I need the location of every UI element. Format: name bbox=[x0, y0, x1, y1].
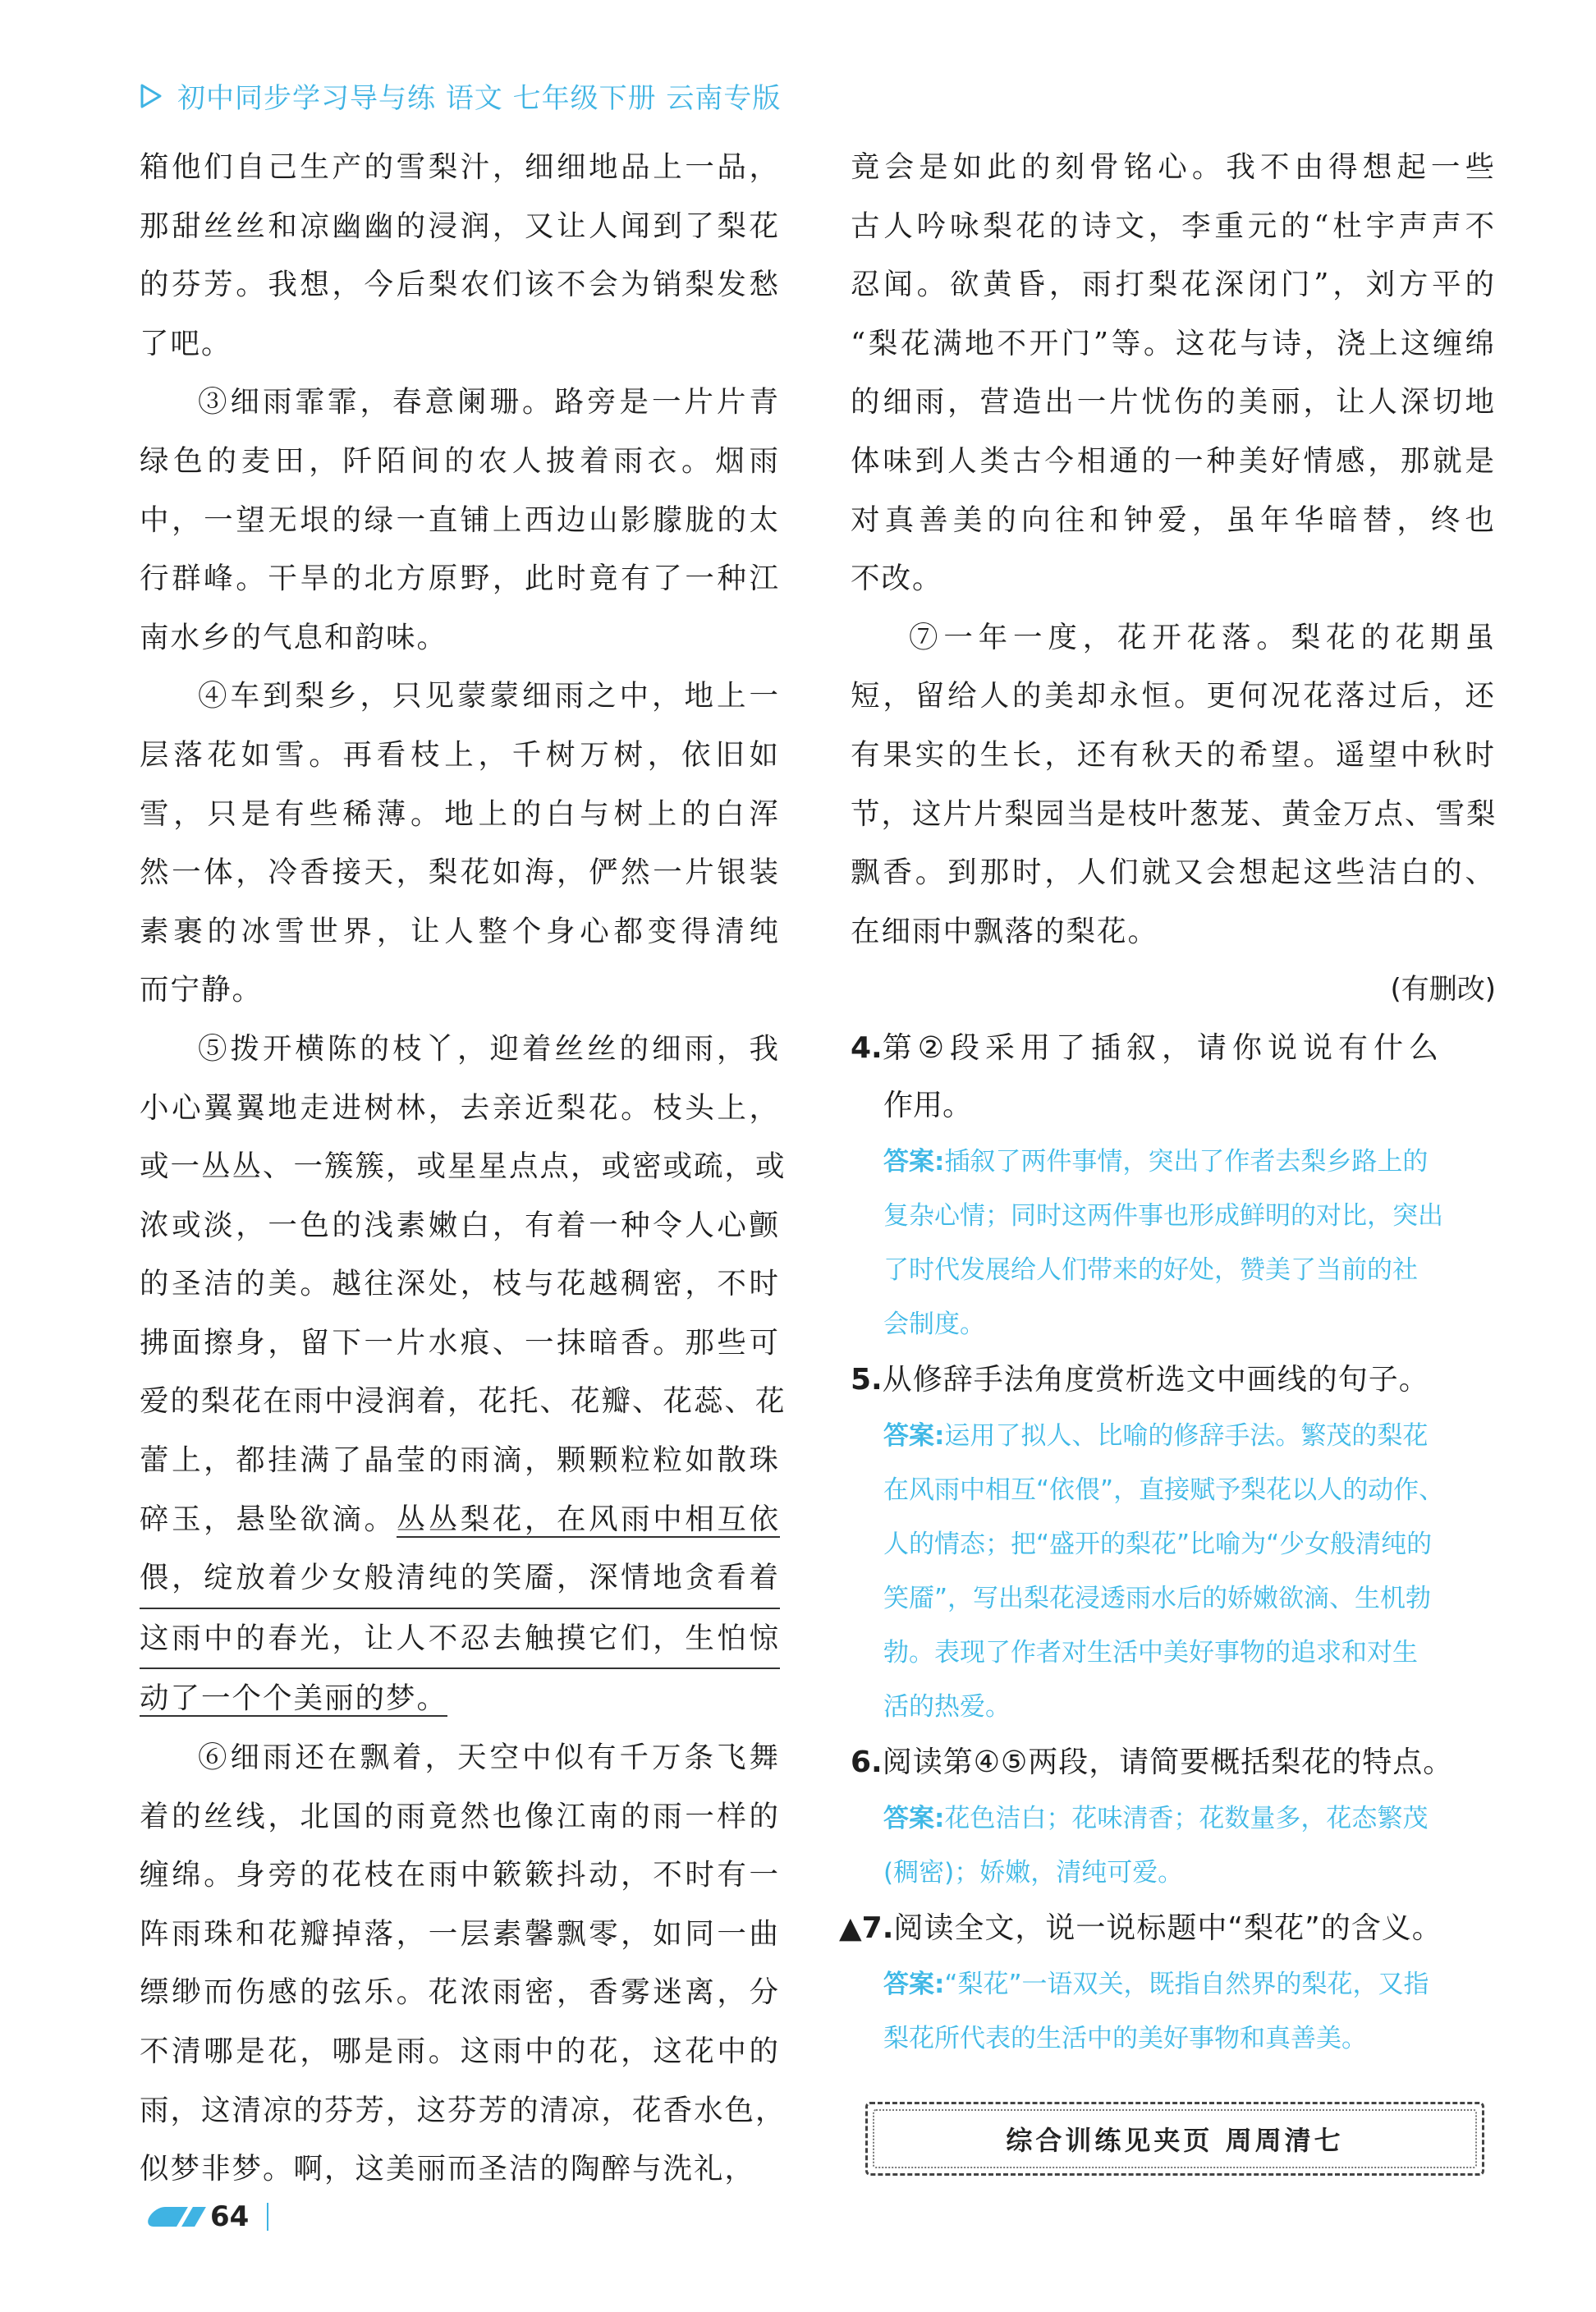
running-header bbox=[140, 76, 781, 116]
source-note: (有删改) bbox=[1390, 973, 1496, 1007]
paragraph bbox=[140, 1020, 787, 1728]
text-line: 不改。 bbox=[851, 562, 943, 596]
underlined-sentence: 这雨中的春光，让人不忍去触摸它们，生怕惊 bbox=[140, 1609, 780, 1670]
question-block bbox=[851, 1020, 1496, 1351]
text-line: 小心翼翼地走进树林，去亲近梨花。枝头上， bbox=[140, 1090, 780, 1125]
text-line: 的圣洁的美。越往深处，枝与花越稠密，不时 bbox=[140, 1267, 780, 1301]
text-line: 在细雨中飘落的梨花。 bbox=[851, 914, 1159, 948]
text-line: 缠绵。身旁的花枝在雨中簌簌抖动，不时有一 bbox=[140, 1858, 780, 1892]
text-line: 行群峰。干旱的北方原野，此时竟有了一种江 bbox=[140, 562, 780, 596]
paragraph bbox=[140, 373, 780, 667]
text-line: 层落花如雪。再看枝上，千树万树，依旧如 bbox=[140, 737, 780, 772]
text-line: 的细雨，营造出一片忧伤的美丽，让人深切地 bbox=[851, 385, 1496, 420]
text-line bbox=[140, 1490, 780, 1549]
text-line: 似梦非梦。啊，这美丽而圣洁的陶醉与洗礼， bbox=[140, 2152, 756, 2186]
text-line: 古人吟咏梨花的诗文，李重元的“杜宇声声不 bbox=[851, 209, 1496, 243]
text-line: 或一丛丛、一簇簇，或星星点点，或密或疏，或 bbox=[140, 1149, 787, 1184]
page-divider bbox=[267, 2203, 268, 2231]
text-line: 了吧。 bbox=[140, 326, 232, 360]
answer-line bbox=[851, 1957, 1496, 2012]
answer-label: 答案: bbox=[883, 1146, 945, 1177]
text-line: 不清哪是花，哪是雨。这雨中的花，这花中的 bbox=[140, 2034, 780, 2068]
answer-line: 会制度。 bbox=[883, 1309, 985, 1339]
paragraph bbox=[140, 1728, 787, 2199]
text-line: 阵雨珠和花瓣掉落，一层素馨飘零，如同一曲 bbox=[140, 1916, 780, 1951]
text-line: 短，留给人的美却永恒。更何况花落过后，还 bbox=[851, 679, 1496, 713]
page-number: 64 bbox=[210, 2200, 250, 2233]
question-block bbox=[851, 1734, 1496, 1900]
question-number: 4. bbox=[851, 1030, 883, 1065]
text-line: 中，一望无垠的绿一直铺上西边山影朦胧的太 bbox=[140, 502, 780, 537]
text-line bbox=[140, 1609, 780, 1670]
text-line bbox=[140, 1548, 780, 1609]
text-line: 对真善美的向往和钟爱，虽年华暗替，终也 bbox=[851, 502, 1496, 537]
page-stripe-icon bbox=[149, 2207, 200, 2227]
answer-line: 人的情态；把“盛开的梨花”比喻为“少女般清纯的 bbox=[883, 1529, 1433, 1559]
answer-text: “梨花”一语双关，既指自然界的梨花，又指 bbox=[944, 1969, 1429, 1999]
text-line: 的芬芳。我想，今后梨农们该不会为销梨发愁 bbox=[140, 268, 780, 302]
answer-line: 笑靥”，写出梨花浸透雨水后的娇嫩欲滴、生机勃 bbox=[883, 1583, 1432, 1613]
question-text: 阅读第④⑤两段，请简要概括梨花的特点。 bbox=[882, 1745, 1454, 1779]
answer-label: 答案: bbox=[883, 1420, 945, 1451]
paragraph bbox=[851, 608, 1496, 961]
question-line bbox=[851, 1020, 1496, 1077]
underlined-sentence: 动了一个个美丽的梦。 bbox=[140, 1681, 448, 1716]
text-line: ⑦一年一度，花开花落。梨花的花期虽 bbox=[909, 620, 1496, 654]
text-line: 绿色的麦田，阡陌间的农人披着雨衣。烟雨 bbox=[140, 443, 780, 478]
text-line: 节，这片片梨园当是枝叶葱茏、黄金万点、雪梨 bbox=[851, 796, 1497, 831]
answer-text: 运用了拟人、比喻的修辞手法。繁茂的梨花 bbox=[944, 1420, 1429, 1451]
paragraph bbox=[140, 667, 780, 1020]
text-segment: 碎玉，悬坠欲滴。 bbox=[140, 1502, 397, 1536]
answer-line: 在风雨中相互“依偎”，直接赋予梨花以人的动作、 bbox=[883, 1475, 1445, 1505]
underlined-sentence: 丛丛梨花，在风雨中相互依 bbox=[396, 1502, 780, 1536]
text-line: 南水乡的气息和韵味。 bbox=[140, 620, 448, 654]
text-line: “梨花满地不开门”等。这花与诗，浇上这缠绵 bbox=[851, 326, 1496, 360]
text-line bbox=[140, 1669, 780, 1728]
text-line: 缥缈而伤感的弦乐。花浓雨密，香雾迷离，分 bbox=[140, 1975, 780, 2010]
text-line: 而宁静。 bbox=[140, 973, 264, 1007]
header-title: 初中同步学习导与练 语文 七年级下册 云南专版 bbox=[177, 82, 782, 115]
text-line: 箱他们自己生产的雪梨汁，细细地品上一品， bbox=[140, 150, 780, 184]
text-line: 体味到人类古今相通的一种美好情感，那就是 bbox=[851, 443, 1496, 478]
answer-text: 插叙了两件事情，突出了作者去梨乡路上的 bbox=[944, 1146, 1429, 1177]
answer-line bbox=[851, 1135, 1496, 1189]
question-line bbox=[851, 1351, 1496, 1409]
text-line: 然一体，冷香接天，梨花如海，俨然一片银装 bbox=[140, 856, 780, 890]
footer-box-text: 综合训练见夹页 周周清七 bbox=[1006, 2125, 1344, 2156]
page-number-area bbox=[149, 2200, 268, 2233]
question-block bbox=[839, 1900, 1496, 2066]
footer-box bbox=[865, 2102, 1484, 2176]
question-text: 阅读全文，说一说标题中“梨花”的含义。 bbox=[893, 1911, 1442, 1945]
right-column bbox=[839, 138, 1497, 2066]
text-line: 爱的梨花在雨中浸润着，花托、花瓣、花蕊、花 bbox=[140, 1384, 787, 1419]
question-text: 从修辞手法角度赏析选文中画线的句子。 bbox=[882, 1362, 1429, 1397]
text-line: 雨，这清凉的芬芳，这芬芳的清凉，花香水色， bbox=[140, 2093, 787, 2127]
answer-line: 活的热爱。 bbox=[883, 1691, 1011, 1722]
text-line: 蕾上，都挂满了晶莹的雨滴，颗颗粒粒如散珠 bbox=[140, 1443, 780, 1478]
text-line: 着的丝线，北国的雨竟然也像江南的雨一样的 bbox=[140, 1799, 780, 1833]
question-block bbox=[851, 1351, 1496, 1734]
text-line: 忍闻。欲黄昏，雨打梨花深闭门”，刘方平的 bbox=[851, 268, 1496, 302]
question-text: 第②段采用了插叙，请你说说有什么 bbox=[882, 1030, 1445, 1065]
text-line: ④车到梨乡，只见蒙蒙细雨之中，地上一 bbox=[198, 679, 780, 713]
answer-label: 答案: bbox=[883, 1969, 945, 1999]
play-icon bbox=[140, 83, 163, 109]
text-line: 雪，只是有些稀薄。地上的白与树上的白浑 bbox=[140, 796, 780, 831]
text-line: 竟会是如此的刻骨铭心。我不由得想起一些 bbox=[851, 150, 1496, 184]
answer-label: 答案: bbox=[883, 1803, 945, 1833]
question-number: 6. bbox=[851, 1745, 883, 1779]
text-line: ③细雨霏霏，春意阑珊。路旁是一片片青 bbox=[198, 385, 780, 420]
question-line: 作用。 bbox=[883, 1088, 973, 1122]
question-number: 5. bbox=[851, 1362, 883, 1397]
answer-line bbox=[851, 1409, 1496, 1463]
answer-line: (稠密)；娇嫩，清纯可爱。 bbox=[883, 1857, 1184, 1888]
answer-line: 梨花所代表的生活中的美好事物和真善美。 bbox=[883, 2023, 1367, 2053]
answer-text: 花色洁白；花味清香；花数量多，花态繁茂 bbox=[944, 1803, 1429, 1833]
answer-line: 勃。表现了作者对生活中美好事物的追求和对生 bbox=[883, 1637, 1418, 1667]
text-line: 浓或淡，一色的浅素嫩白，有着一种令人心颤 bbox=[140, 1208, 780, 1242]
answer-line: 了时代发展给人们带来的好处，赞美了当前的社 bbox=[883, 1255, 1418, 1285]
answer-line bbox=[851, 1791, 1496, 1846]
paragraph bbox=[851, 138, 1496, 608]
text-line: 那甜丝丝和凉幽幽的浸润，又让人闻到了梨花 bbox=[140, 209, 780, 243]
text-line: 飘香。到那时，人们就又会想起这些洁白的、 bbox=[851, 856, 1496, 890]
answer-line: 复杂心情；同时这两件事也形成鲜明的对比，突出 bbox=[883, 1200, 1443, 1231]
text-line: 拂面擦身，留下一片水痕、一抹暗香。那些可 bbox=[140, 1325, 780, 1360]
text-line: ⑥细雨还在飘着，天空中似有千万条飞舞 bbox=[198, 1741, 780, 1775]
paragraph bbox=[140, 138, 780, 373]
question-line bbox=[851, 1734, 1496, 1791]
text-line: 有果实的生长，还有秋天的希望。遥望中秋时 bbox=[851, 737, 1496, 772]
text-line: ⑤拨开横陈的枝丫，迎着丝丝的细雨，我 bbox=[198, 1031, 780, 1066]
text-line: 素裹的冰雪世界，让人整个身心都变得清纯 bbox=[140, 914, 780, 948]
question-number: ▲7. bbox=[839, 1911, 894, 1945]
left-column bbox=[140, 138, 787, 2199]
question-line bbox=[839, 1900, 1496, 1957]
underlined-sentence: 偎，绽放着少女般清纯的笑靥，深情地贪看着 bbox=[140, 1548, 780, 1609]
